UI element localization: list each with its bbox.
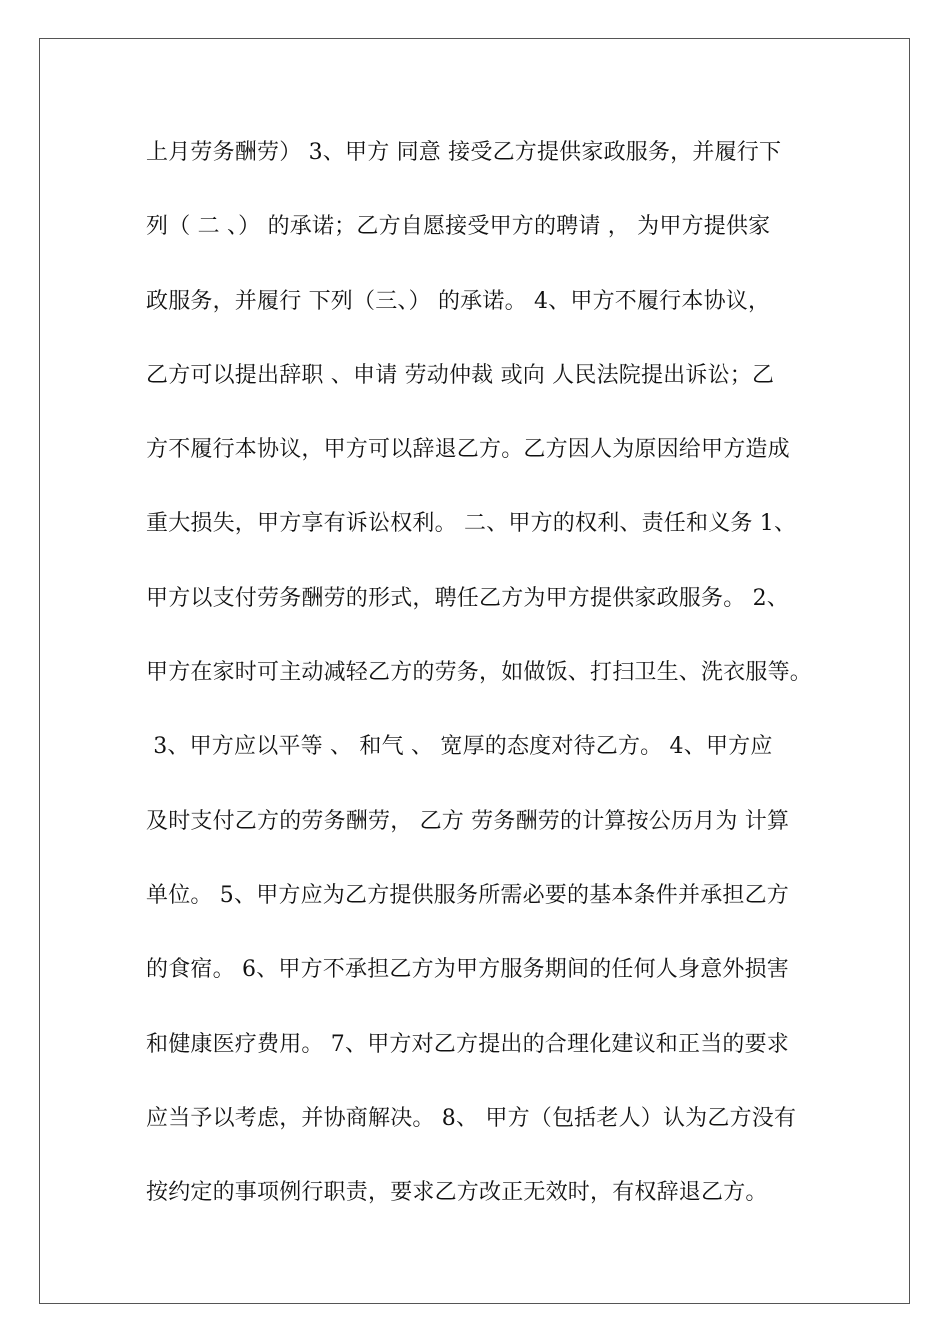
text-line: 方不履行本协议，甲方可以辞退乙方。乙方因人为原因给甲方造成 <box>146 437 790 463</box>
text-line: 和健康医疗费用。 7、甲方对乙方提出的合理化建议和正当的要求 <box>146 1031 789 1057</box>
text-line: 3、甲方应以平等 、 和气 、 宽厚的态度对待乙方。 4、甲方应 <box>146 734 773 760</box>
text-line: 列（ 二 、） 的承诺；乙方自愿接受甲方的聘请 ， 为甲方提供家 <box>146 214 771 240</box>
text-line: 的食宿。 6、甲方不承担乙方为甲方服务期间的任何人身意外损害 <box>146 957 789 983</box>
text-line: 政服务，并履行 下列（三、） 的承诺。 4、甲方不履行本协议， <box>146 288 771 314</box>
document-body <box>146 131 816 1245</box>
text-line: 及时支付乙方的劳务酬劳， 乙方 劳务酬劳的计算按公历月为 计算 <box>146 808 790 834</box>
text-line: 甲方以支付劳务酬劳的形式，聘任乙方为甲方提供家政服务。 2、 <box>146 585 789 611</box>
text-line: 按约定的事项例行职责，要求乙方改正无效时，有权辞退乙方。 <box>146 1180 768 1206</box>
text-line: 上月劳务酬劳） 3、甲方 同意 接受乙方提供家政服务，并履行下 <box>146 140 782 165</box>
text-line: 应当予以考虑，并协商解决。 8、 甲方（包括老人）认为乙方没有 <box>146 1105 797 1131</box>
text-line: 乙方可以提出辞职 、申请 劳动仲裁 或向 人民法院提出诉讼；乙 <box>146 362 775 388</box>
text-line: 单位。 5、甲方应为乙方提供服务所需必要的基本条件并承担乙方 <box>146 882 789 908</box>
text-line: 甲方在家时可主动减轻乙方的劳务，如做饭、打扫卫生、洗衣服等。 <box>146 660 813 686</box>
text-line: 重大损失，甲方享有诉讼权利。 二、甲方的权利、责任和义务 1、 <box>146 511 797 537</box>
